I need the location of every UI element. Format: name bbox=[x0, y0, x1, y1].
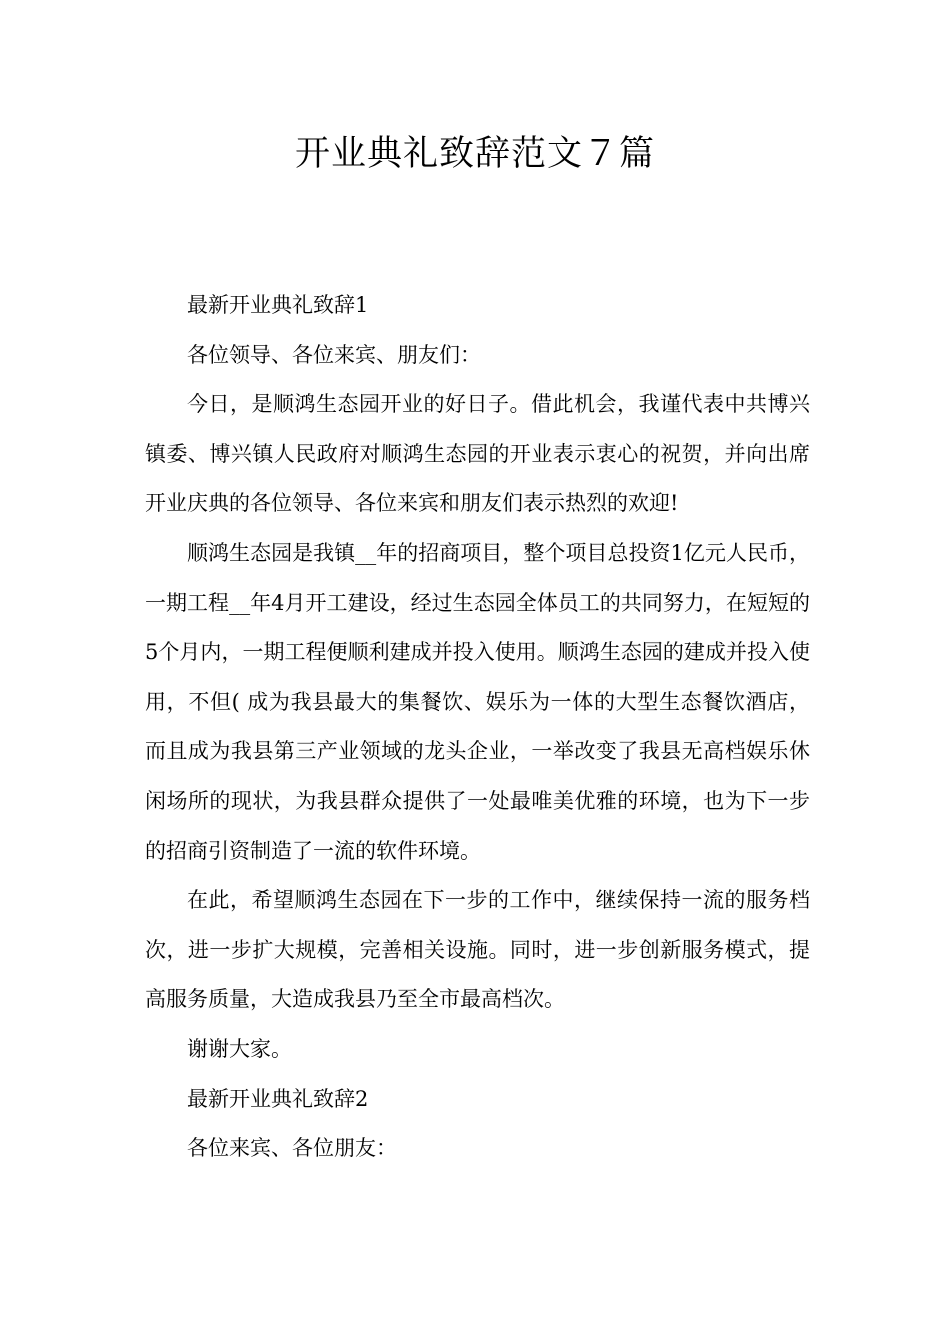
salutation: 各位领导、各位来宾、朋友们： bbox=[187, 342, 481, 367]
body-paragraph: 今日，是顺鸿生态园开业的好日子。借此机会，我谨代表中共博兴镇委、博兴镇人民政府对顺鸿生态园的开业表示衷心的祝贺，并向出席开业庆典的各位领导、各位来宾和朋友们表示热烈的欢迎! bbox=[145, 392, 810, 516]
document-body bbox=[145, 281, 810, 1174]
body-paragraph: 在此，希望顺鸿生态园在下一步的工作中，继续保持一流的服务档次，进一步扩大规模，完善相关设施。同时，进一步创新服务模式，提高服务质量，大造成我县乃至全市最高档次。 bbox=[145, 888, 810, 1012]
section-heading: 最新开业典礼致辞1 bbox=[187, 293, 369, 317]
document-title: 开业典礼致辞范文７篇 bbox=[294, 134, 655, 174]
body-paragraph: 顺鸿生态园是我镇__年的招商项目，整个项目总投资1亿元人民币，一期工程__年4月开工建设，经过生态园全体员工的共同努力，在短短的5个月内，一期工程便顺利建成并投入使用。顺鸿生态园的建成并投入使用，不但( 成为我县最大的集餐饮、娱乐为一体的大型生态餐饮酒店，而且成为我县第三产业领域的龙头企业，一举改变了我县无高档娱乐休闲场所的现状，为我县群众提供了一处最唯美优雅的环境，也为下一步的招商引资制造了一流的软件环境。 bbox=[145, 540, 810, 863]
salutation: 各位来宾、各位朋友： bbox=[187, 1136, 397, 1161]
section-heading: 最新开业典礼致辞2 bbox=[187, 1086, 369, 1111]
closing-line: 谢谢大家。 bbox=[187, 1036, 292, 1061]
